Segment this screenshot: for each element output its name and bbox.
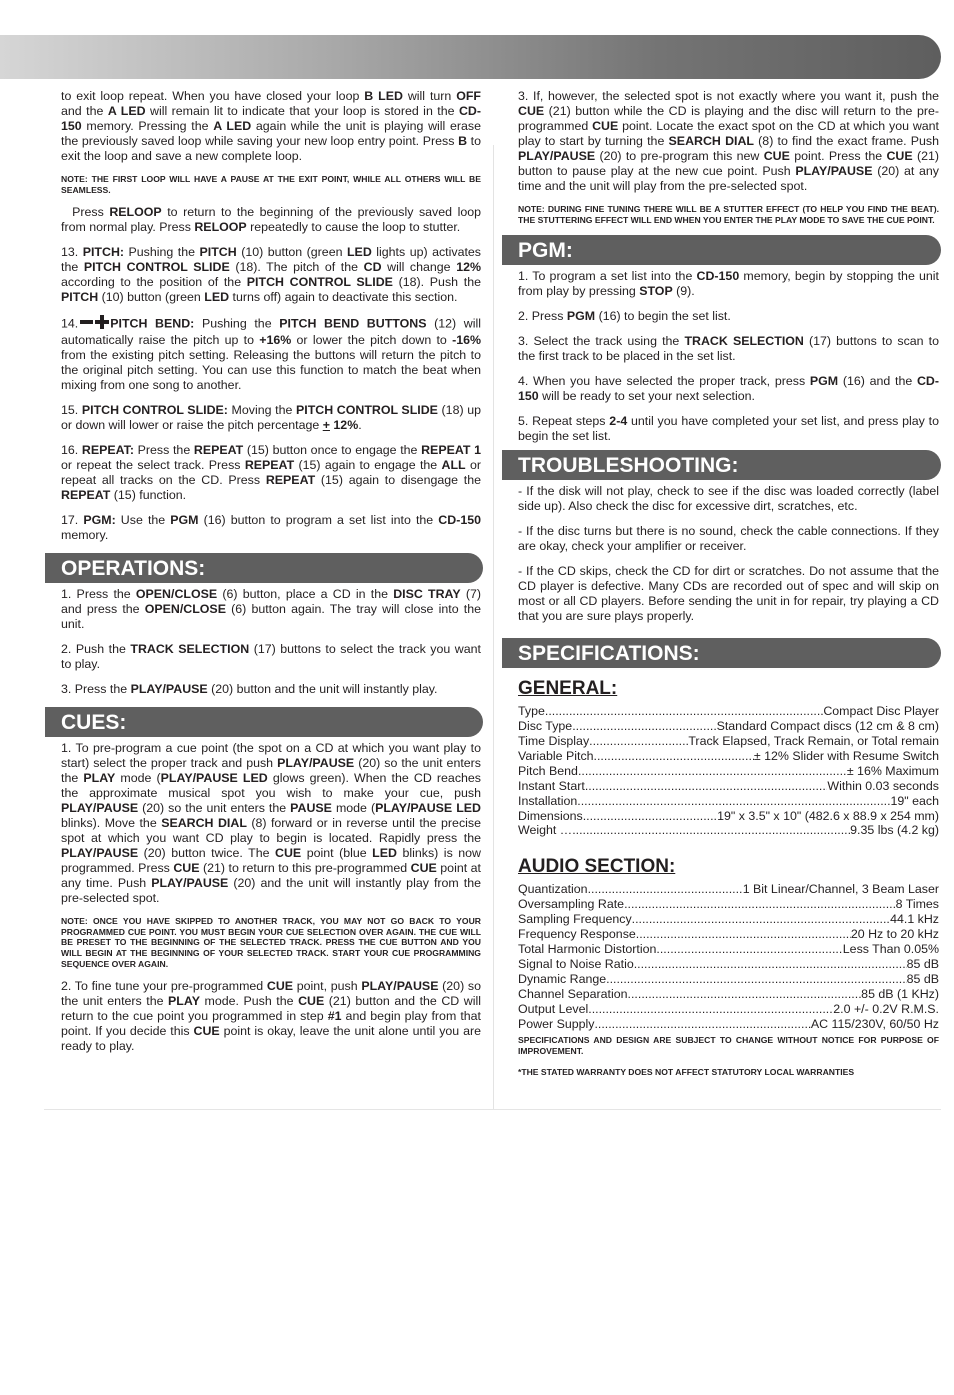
audio-spec-value: 2.0 +/- 0.2V R.M.S.	[833, 1001, 939, 1016]
troubleshooting-item-1: - If the disk will not play, check to see if the disc was loaded correctly (label side up). Also check the disc for excessive dirt, scratches, etc.	[518, 484, 939, 514]
dot-leader	[632, 912, 890, 927]
audio-spec-value: Less Than 0.05%	[842, 941, 939, 956]
audio-spec-key: Channel Separation	[518, 986, 628, 1001]
pitch-control-slide-paragraph: 15. PITCH CONTROL SLIDE: Moving the PITCH CONTROL SLIDE (18) up or down will lower or raise the pitch percentage + 12%.	[61, 403, 482, 433]
note-warranty: *THE STATED WARRANTY DOES NOT AFFECT STATUTORY LOCAL WARRANTIES	[518, 1066, 855, 1077]
general-spec-value: Track Elapsed, Track Remain, or Total remain	[688, 734, 939, 748]
specifications-heading: SPECIFICATIONS:	[502, 638, 941, 668]
general-spec-key: Variable Pitch	[518, 748, 594, 763]
dot-leader	[572, 719, 716, 734]
general-spec-row	[518, 794, 939, 809]
audio-spec-row	[518, 1002, 939, 1017]
general-spec-key: Pitch Bend	[518, 763, 578, 778]
general-spec-row	[518, 823, 939, 838]
troubleshooting-heading: TROUBLESHOOTING:	[502, 450, 941, 480]
operations-step-3: 3. Press the PLAY/PAUSE (20) button and the unit will instantly play.	[61, 682, 438, 697]
pgm-step-5: 5. Repeat steps 2-4 until you have completed your set list, and press play to begin the set list.	[518, 414, 939, 444]
audio-spec-value: 8 Times	[895, 897, 939, 912]
general-spec-value: ± 12% Slider with Resume Switch	[753, 748, 939, 763]
troubleshooting-item-3: - If the CD skips, check the CD for dirt or scratches. Do not assume that the CD player is defective. Many CDs are recorded out of spec and will skip on most or all CD players. Before sending the unit in for repair, try playing a CD that you are sure plays properly.	[518, 564, 939, 624]
audio-spec-value: AC 115/230V, 60/50 Hz	[810, 1016, 939, 1031]
audio-spec-row	[518, 942, 939, 957]
audio-spec-value: 20 Hz to 20 kHz	[850, 927, 939, 942]
audio-subheading: AUDIO SECTION:	[518, 856, 676, 878]
general-spec-value: 19" x 3.5" x 10" (482.6 x 88.9 x 254 mm)	[717, 808, 939, 823]
dot-leader	[588, 882, 743, 897]
audio-spec-key: Sampling Frequency	[518, 912, 632, 927]
audio-spec-value: 85 dB	[906, 956, 939, 971]
audio-spec-row	[518, 957, 939, 972]
general-spec-value: Within 0.03 seconds	[827, 778, 939, 793]
audio-spec-key: Power Supply	[518, 1016, 595, 1031]
pitch-paragraph: 13. PITCH: Pushing the PITCH (10) button (green LED lights up) activates the PITCH CONTROL SLIDE (18). The pitch of the CD will change 12% according to the position of the PITCH CONTROL SLIDE (18). Push the PITCH (10) button (green LED turns off) again to deactivate this section.	[61, 245, 481, 305]
dot-leader	[578, 764, 847, 779]
operations-step-2: 2. Push the TRACK SELECTION (17) buttons to select the track you want to play.	[61, 642, 481, 672]
audio-spec-row	[518, 972, 939, 987]
general-spec-key: Disc Type	[518, 719, 573, 734]
operations-step-1: 1. Press the OPEN/CLOSE (6) button, place a CD in the DISC TRAY (7) and press the OPEN/CLOSE (6) button again. The tray will close into the unit.	[61, 587, 482, 632]
dot-leader	[634, 957, 907, 972]
pgm-paragraph: 17. PGM: Use the PGM (16) button to program a set list into the CD-150 memory.	[61, 513, 481, 543]
troubleshooting-item-2: - If the disc turns but there is no sound, check the cable connections. If they are okay, check your amplifier or receiver.	[518, 524, 939, 554]
general-spec-value: Compact Disc Player	[823, 704, 939, 719]
general-spec-key: Instant Start	[518, 778, 585, 793]
pgm-step-2: 2. Press PGM (16) to begin the set list.	[518, 309, 731, 324]
general-spec-row	[518, 809, 939, 824]
audio-spec-key: Total Harmonic Distortion	[518, 941, 657, 956]
audio-spec-key: Signal to Noise Ratio	[518, 956, 634, 971]
audio-spec-row	[518, 912, 939, 927]
cues-step-2: 2. To fine tune your pre-programmed CUE point, push PLAY/PAUSE (20) so the unit enters the PLAY mode. Push the CUE (21) button and the CD will return to the cue point you programmed in step #1 and begin play from that point. If you decide this CUE point is okay, leave the unit alone until you are ready to play.	[61, 979, 481, 1054]
pitch-bend-text: PITCH BEND: Pushing the PITCH BEND BUTTONS (12) will automatically raise the pitch up to +16% or lower the pitch down to -16% from the existing pitch setting. Releasing the buttons will return the pitch to the original pitch setting. You can use this function to match the beat when mixing from one song to another.	[61, 316, 481, 393]
dot-leader	[545, 704, 823, 719]
general-spec-key: Weight …	[518, 823, 573, 838]
dot-leader	[624, 897, 896, 912]
audio-spec-value: 1 Bit Linear/Channel, 3 Beam Laser	[742, 882, 939, 897]
pgm-step-1: 1. To program a set list into the CD-150 memory, begin by stopping the unit from play by pressing STOP (9).	[518, 269, 939, 299]
audio-spec-key: Dynamic Range	[518, 971, 607, 986]
general-subheading: GENERAL:	[518, 678, 618, 700]
audio-spec-value: 44.1 kHz	[890, 912, 939, 927]
general-spec-list	[518, 704, 939, 838]
column-divider	[493, 145, 494, 1110]
left-column	[61, 89, 481, 1064]
pgm-heading: PGM:	[502, 235, 941, 265]
pitch-bend-number: 14.	[61, 316, 79, 331]
dot-leader	[583, 809, 717, 824]
audio-spec-key: Output Level	[518, 1001, 589, 1016]
general-spec-key: Type	[518, 704, 545, 719]
pgm-step-4: 4. When you have selected the proper track, press PGM (16) and the CD-150 will be ready to set your next selection.	[518, 374, 939, 404]
dot-leader	[656, 942, 842, 957]
general-spec-row	[518, 779, 939, 794]
general-spec-row	[518, 704, 939, 719]
audio-spec-value: 85 dB (1 KHz)	[861, 986, 939, 1001]
dot-leader	[594, 1017, 810, 1032]
pitch-bend-paragraph	[61, 315, 481, 393]
reloop-paragraph: Press RELOOP to return to the beginning of the previously saved loop from normal play. Press RELOOP repeatedly to cause the loop to stutter.	[61, 205, 481, 235]
header-banner	[0, 35, 941, 79]
audio-spec-list	[518, 882, 939, 1031]
note-cue-track: NOTE: ONCE YOU HAVE SKIPPED TO ANOTHER TRACK, YOU MAY NOT GO BACK TO YOUR PROGRAMMED CUE POINT. YOU MUST BEGIN YOUR CUE SELECTION OVER AGAIN. THE CUE WILL BE PRESET TO THE BEGINNING OF THE SELECTED TRACK. PRESS THE CUE BUTTON AND YOU WILL BEGIN AT THE BEGINNING OF YOUR SELECTED TRACK. START YOUR CUE PROGRAMMING SEQUENCE OVER AGAIN.	[61, 916, 481, 969]
operations-heading: OPERATIONS:	[45, 553, 483, 583]
dot-leader	[577, 794, 890, 809]
cues-step-3: 3. If, however, the selected spot is not exactly where you want it, push the CUE (21) button while the CD is playing and the disc will return to the pre-programmed CUE point. Locate the exact spot on the CD at which you want play to start by turning the SEARCH DIAL (8) to find the exact frame. Push PLAY/PAUSE (20) to pre-program this new CUE point. Press the CUE (21) button to pause play at the new cue point. Push PLAY/PAUSE (20) at any time and the unit will play from the pre-selected spot.	[518, 89, 940, 193]
pitch-bend-minus-plus-icon	[78, 315, 110, 333]
audio-spec-row	[518, 1017, 939, 1032]
dot-leader	[588, 1002, 833, 1017]
audio-spec-value: 85 dB	[906, 971, 939, 986]
audio-spec-row	[518, 927, 939, 942]
dot-leader	[606, 972, 906, 987]
dot-leader	[594, 749, 754, 764]
general-spec-row	[518, 764, 939, 779]
audio-spec-key: Quantization	[518, 882, 588, 897]
right-column	[518, 89, 939, 1087]
loop-paragraph: to exit loop repeat. When you have closed your loop B LED will turn OFF and the A LED will remain lit to indicate that your loop is stored in the CD-150 memory. Pressing the A LED again while the unit is playing will erase the previously saved loop while saving your new loop entry point. Press B to exit the loop and save a new complete loop.	[61, 89, 481, 163]
cues-step-1: 1. To pre-program a cue point (the spot on a CD at which you want play to start) select the proper track and push PLAY/PAUSE (20) so the unit enters the PLAY mode (PLAY/PAUSE LED glows green). When the CD reaches the approximate musical spot you wish to make your cue, push PLAY/PAUSE (20) so the unit enters the PAUSE mode (PLAY/PAUSE LED blinks). Move the SEARCH DIAL (8) forward or in reverse until the precise spot at which you want CD play to begin is located. Rapidly press the PLAY/PAUSE (20) button twice. The CUE point (blue LED blinks) is now programmed. Press CUE (21) to return to this pre-programmed CUE point at any time. Push PLAY/PAUSE (20) and the unit will instantly play from the pre-selected spot.	[61, 741, 482, 906]
general-spec-key: Installation	[518, 793, 578, 808]
dot-leader	[589, 734, 688, 749]
repeat-paragraph: 16. REPEAT: Press the REPEAT (15) button once to engage the REPEAT 1 or repeat the select track. Press REPEAT (15) again to engage the ALL or repeat all tracks on the CD. Press REPEAT (15) again to disengage the REPEAT (15) function.	[61, 443, 481, 503]
general-spec-value: 9.35 lbs (4.2 kg)	[850, 823, 939, 838]
audio-spec-row	[518, 882, 939, 897]
general-spec-row	[518, 719, 939, 734]
general-spec-value: Standard Compact discs (12 cm & 8 cm)	[716, 719, 939, 734]
general-spec-key: Time Display	[518, 734, 590, 748]
cues-heading: CUES:	[45, 707, 483, 737]
dot-leader	[585, 779, 828, 794]
note-spec-change: SPECIFICATIONS AND DESIGN ARE SUBJECT TO CHANGE WITHOUT NOTICE FOR PURPOSE OF IMPROVEMENT.	[518, 1035, 939, 1056]
general-spec-key: Dimensions	[518, 808, 583, 823]
general-spec-value: 19" each	[890, 793, 939, 808]
dot-leader	[628, 987, 862, 1002]
audio-spec-key: Oversampling Rate	[518, 897, 625, 912]
dot-leader	[572, 823, 850, 838]
general-spec-row	[518, 734, 939, 749]
general-spec-row	[518, 749, 939, 764]
audio-spec-row	[518, 897, 939, 912]
general-spec-value: ± 16% Maximum	[846, 763, 939, 778]
dot-leader	[636, 927, 851, 942]
audio-spec-row	[518, 987, 939, 1002]
bottom-rule	[44, 1109, 941, 1110]
audio-spec-key: Frequency Response	[518, 927, 636, 942]
pgm-step-3: 3. Select the track using the TRACK SELECTION (17) buttons to scan to the first track to be placed in the set list.	[518, 334, 940, 364]
note-fine-tuning: NOTE: DURING FINE TUNING THERE WILL BE A STUTTER EFFECT (TO HELP YOU FIND THE BEAT). THE STUTTERING EFFECT WILL END WHEN YOU ENTER THE PLAY MODE TO SAVE THE CUE POINT.	[518, 204, 939, 225]
note-first-loop: NOTE: THE FIRST LOOP WILL HAVE A PAUSE AT THE EXIT POINT, WHILE ALL OTHERS WILL BE SEAMLESS.	[61, 174, 481, 195]
